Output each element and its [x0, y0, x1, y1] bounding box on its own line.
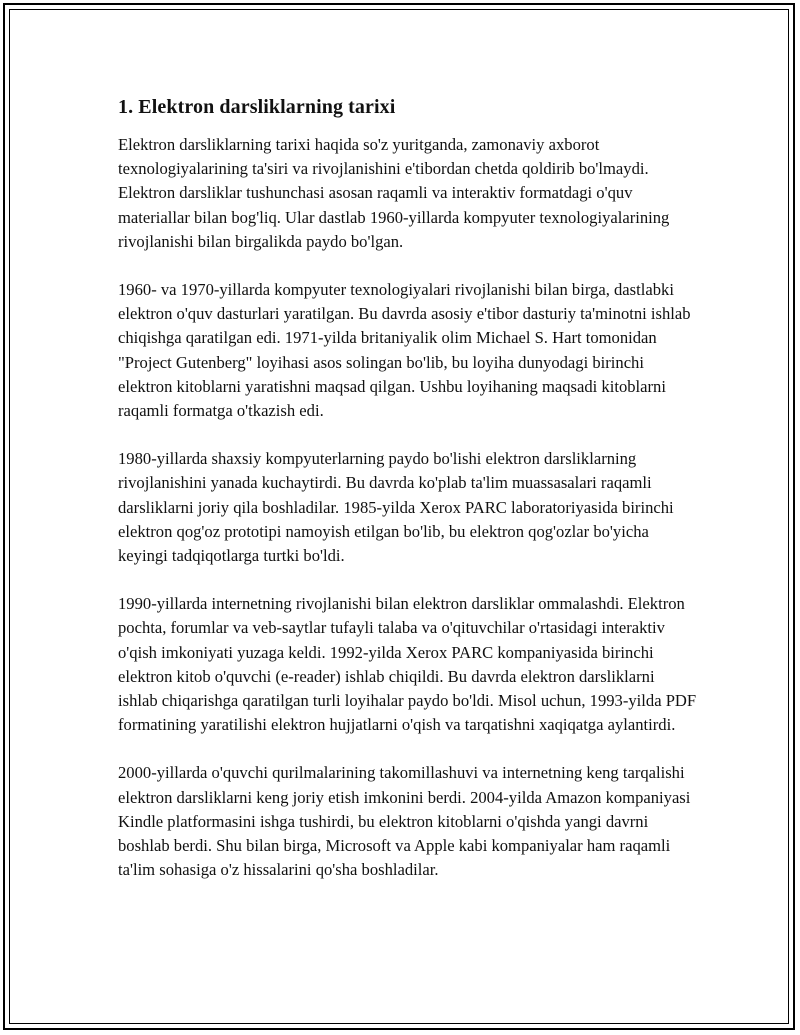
paragraph-4: 1990-yillarda internetning rivojlanishi bilan elektron darsliklar ommalashdi. Elektron pochta, forumlar va veb-saytlar tufayli talaba va o'qituvchilar o'rtasidagi interaktiv o'qish imkoniyati yuzaga keldi. 1992-yilda Xerox PARC kompaniyasida birinchi elektron kitob o'quvchi (e-reader) ishlab chiqildi. Bu davrda elektron darsliklarni ishlab chiqarishga qaratilgan turli loyihalar paydo bo'ldi. Misol uchun, 1993-yilda PDF formatining yaratilishi elektron hujjatlarni o'qish va tarqatishni xaqiqatga aylantirdi.: [118, 594, 697, 735]
document-body: [118, 94, 698, 906]
paragraph-3: 1980-yillarda shaxsiy kompyuterlarning paydo bo'lishi elektron darsliklarning rivojlanishini yanada kuchaytirdi. Bu davrda ko'plab ta'lim muassasalari raqamli darsliklarni joriy qila boshladilar. 1985-yilda Xerox PARC laboratoriyasida birinchi elektron qog'oz prototipi namoyish etilgan bo'lib, bu elektron qog'ozlar bo'yicha keyingi tadqiqotlarga turtki bo'ldi.: [118, 449, 674, 566]
paragraph-1: Elektron darsliklarning tarixi haqida so'z yuritganda, zamonaviy axborot texnologiyalarining ta'siri va rivojlanishini e'tibordan chetda qoldirib bo'lmaydi. Elektron darsliklar tushunchasi asosan raqamli va interaktiv formatdagi o'quv materiallar bilan bog'liq. Ular dastlab 1960-yillarda kompyuter texnologiyalarining rivojlanishi bilan birgalikda paydo bo'lgan.: [118, 135, 670, 251]
paragraph-5: 2000-yillarda o'quvchi qurilmalarining takomillashuvi va internetning keng tarqalishi elektron darsliklarni keng joriy etish imkonini berdi. 2004-yilda Amazon kompaniyasi Kindle platformasini ishga tushirdi, bu elektron kitoblarni o'qishda yangi davrni boshlab berdi. Shu bilan birga, Microsoft va Apple kabi kompaniyalar ham raqamli ta'lim sohasiga o'z hissalarini qo'sha boshladilar.: [118, 763, 691, 880]
paragraph-2: 1960- va 1970-yillarda kompyuter texnologiyalari rivojlanishi bilan birga, dastlabki elektron o'quv dasturlari yaratilgan. Bu davrda asosiy e'tibor dasturiy ta'minotni ishlab chiqishga qaratilgan edi. 1971-yilda britaniyalik olim Michael S. Hart tomonidan "Project Gutenberg" loyihasi asos solingan bo'lib, bu loyiha dunyodagi birinchi elektron kitoblarni yaratishni maqsad qilgan. Ushbu loyihaning maqsadi kitoblarni raqamli formatga o'tkazish edi.: [118, 280, 691, 421]
section-heading: 1. Elektron darsliklarning tarixi: [118, 96, 396, 118]
